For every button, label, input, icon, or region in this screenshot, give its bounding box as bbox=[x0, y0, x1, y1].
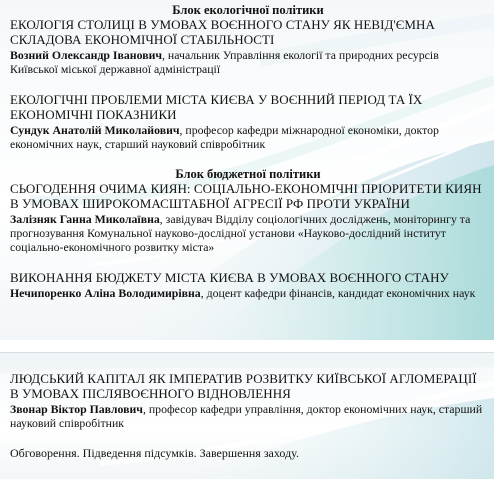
speaker-line bbox=[10, 48, 486, 76]
speaker-name: Нечипоренко Аліна Володимирівна bbox=[10, 286, 201, 300]
program-content-bottom bbox=[10, 371, 486, 460]
program-content-top bbox=[10, 4, 486, 300]
speaker-name: Возний Олександр Іванович bbox=[10, 48, 163, 62]
section-header-ecology: Блок екологічної політики bbox=[172, 3, 324, 17]
panel-gap bbox=[0, 340, 494, 352]
speaker-affiliation: , професор кафедри міжнародної економіки, доктор економічних наук, старший науковий співробітник bbox=[10, 123, 439, 151]
speaker-affiliation: , доцент кафедри фінансів, кандидат економічних наук bbox=[200, 286, 476, 300]
section-header-budget: Блок бюджетної політики bbox=[175, 167, 321, 181]
closing-note: Обговорення. Підведення підсумків. Завершення заходу. bbox=[10, 446, 299, 460]
talk-title: ЛЮДСЬКИЙ КАПІТАЛ ЯК ІМПЕРАТИВ РОЗВИТКУ КИЇВСЬКОЇ АГЛОМЕРАЦІЇ В УМОВАХ ПІСЛЯВОЄННОГО ВІДНОВЛЕННЯ bbox=[10, 371, 477, 401]
talk-title: СЬОГОДЕННЯ ОЧИМА КИЯН: СОЦІАЛЬНО-ЕКОНОМІЧНІ ПРІОРИТЕТИ КИЯН В УМОВАХ ШИРОКОМАСШТАБНОЇ АГРЕСІЇ РФ ПРОТИ УКРАЇНИ bbox=[10, 181, 482, 211]
speaker-affiliation: , професор кафедри управління, доктор економічних наук, старший науковий співробітник bbox=[10, 402, 483, 430]
speaker-line bbox=[10, 402, 486, 430]
speaker-affiliation: , начальник Управління екології та природних ресурсів Київської міської державної адміністрації bbox=[10, 48, 439, 76]
speaker-affiliation: , завідувач Відділу соціологічних досліджень, моніторингу та прогнозування Комунальної науково-дослідної установи «Науково-дослідний інститут соціально-економічного розвитку міста» bbox=[10, 212, 471, 254]
speaker-line bbox=[10, 212, 486, 254]
speaker-name: Залізняк Ганна Миколаївна bbox=[10, 212, 160, 226]
talk-title: ЕКОЛОГІЯ СТОЛИЦІ В УМОВАХ ВОЄННОГО СТАНУ ЯК НЕВІД'ЄМНА СКЛАДОВА ЕКОНОМІЧНОЇ СТАБІЛЬНОСТІ bbox=[10, 17, 435, 47]
speaker-line bbox=[10, 123, 486, 151]
talk-title: ВИКОНАННЯ БЮДЖЕТУ МІСТА КИЄВА В УМОВАХ ВОЄННОГО СТАНУ bbox=[10, 270, 449, 285]
program-panel-bottom bbox=[0, 352, 494, 479]
talk-title: ЕКОЛОГІЧНІ ПРОБЛЕМИ МІСТА КИЄВА У ВОЄННИЙ ПЕРІОД ТА ЇХ ЕКОНОМІЧНІ ПОКАЗНИКИ bbox=[10, 92, 423, 122]
speaker-line bbox=[10, 286, 486, 300]
speaker-name: Звонар Віктор Павлович bbox=[10, 402, 143, 416]
speaker-name: Сундук Анатолій Миколайович bbox=[10, 123, 180, 137]
